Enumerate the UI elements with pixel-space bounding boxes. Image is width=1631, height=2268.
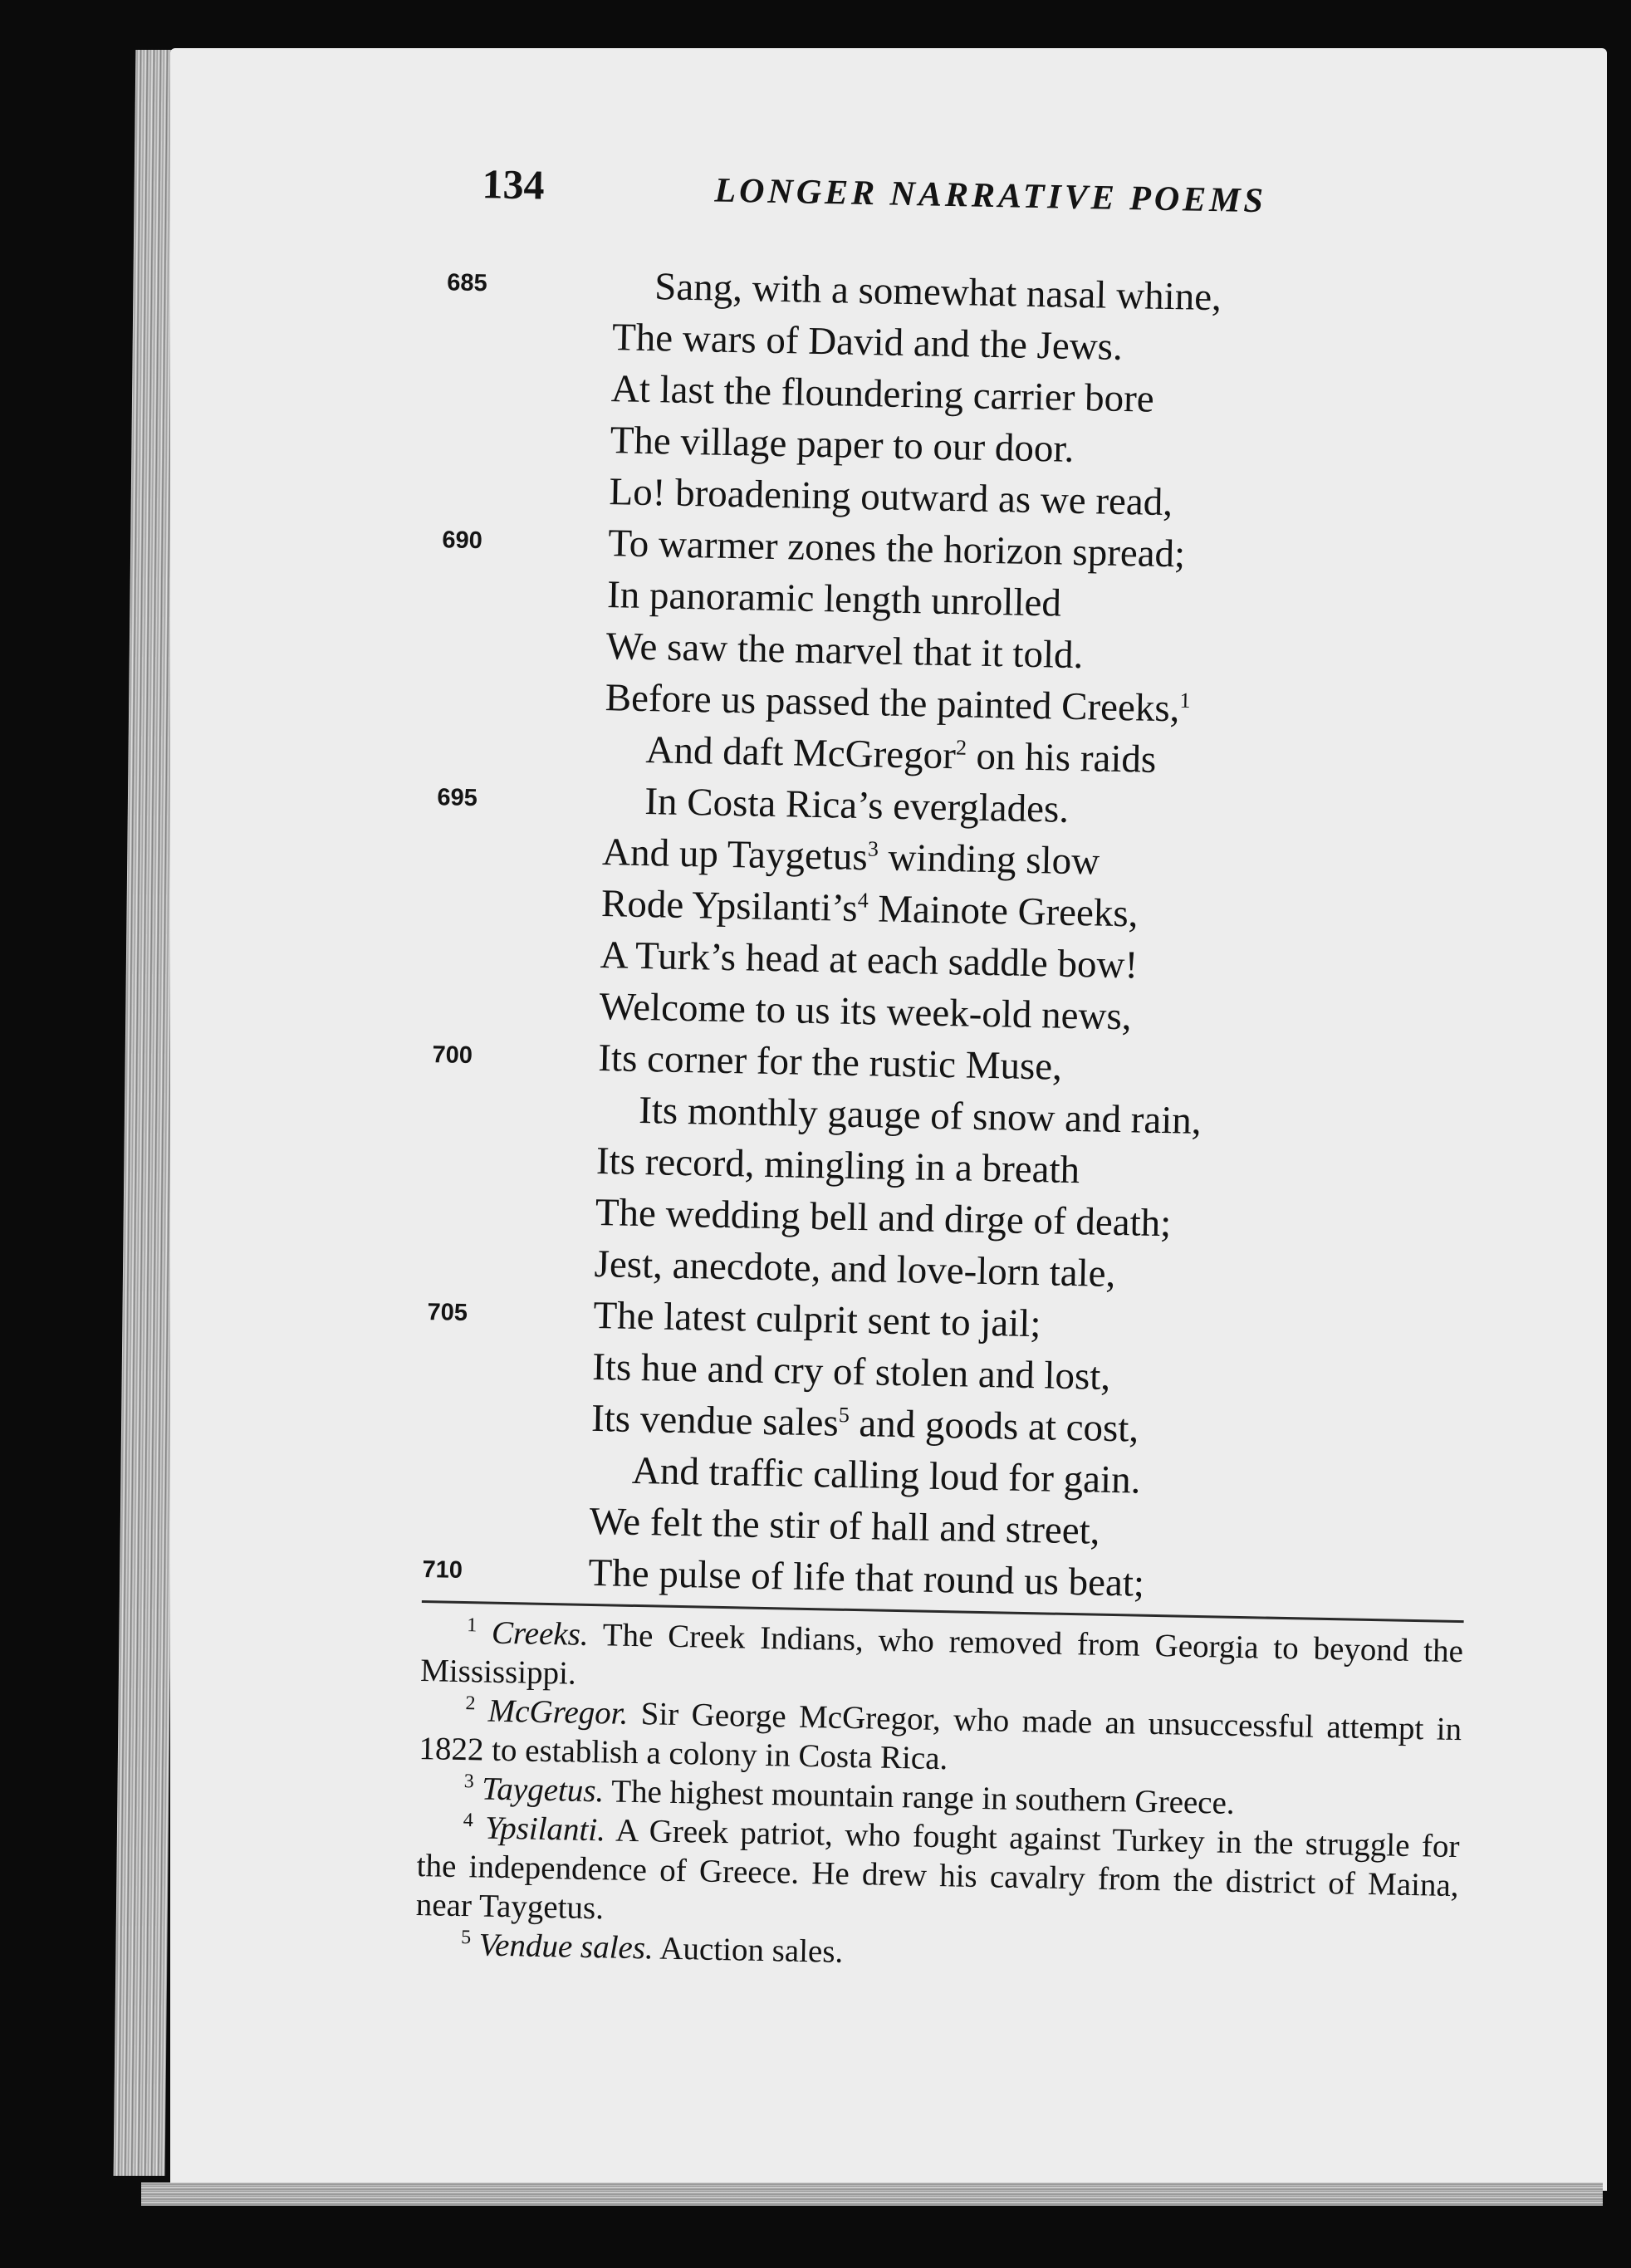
line-text [612,311,1124,373]
line-text-main: Before us passed the painted Creeks, [605,676,1180,731]
line-text-main: In panoramic length unrolled [606,573,1062,625]
footnote-term: Vendue sales. [478,1927,654,1967]
footnote-text: The highest mountain range in southern Greece. [603,1773,1236,1821]
line-text-continuation: on his raids [966,734,1157,781]
footnote-term: Creeks. [491,1614,590,1653]
footnote [415,1807,1459,1944]
line-text-main: Jest, anecdote, and love-lorn tale, [594,1242,1116,1296]
running-head: LONGER NARRATIVE POEMS [714,171,1267,221]
line-text [589,1496,1100,1557]
footnote-term: McGregor. [487,1692,629,1732]
footnote-reference: 2 [955,735,967,760]
line-text [593,1290,1041,1350]
footnote-term: Ypsilanti. [484,1810,606,1849]
line-text-main: And daft McGregor [645,728,957,778]
line-text-continuation: and goods at cost, [849,1401,1139,1451]
line-text-main: And traffic calling loud for gain. [631,1448,1141,1502]
footnote-text: The Creek Indians, who removed from Georgia to beyond the Mississippi. [419,1616,1464,1692]
footnote-reference: 3 [867,836,879,861]
footnote-term: Taygetus. [481,1771,605,1810]
line-text-main: Its monthly gauge of snow and rain, [638,1088,1202,1143]
line-text [644,776,1070,835]
line-text-main: We saw the marvel that it told. [605,625,1084,678]
line-text [631,1445,1141,1506]
line-text-main: And up Taygetus [601,830,869,879]
line-text-main: Rode Ypsilanti’s [600,882,859,930]
line-text [645,724,1157,786]
line-text-continuation: Mainote Greeks, [868,887,1139,936]
line-text-main: Sang, with a somewhat nasal whine, [654,265,1222,320]
line-text-main: The wars of David and the Jews. [611,316,1124,369]
line-text-main: The village paper to our door. [610,419,1075,471]
line-number: 700 [432,1041,473,1070]
line-text-main: To warmer zones the horizon spread; [607,522,1186,576]
footnote-text: A Greek patriot, who fought against Turkey in the struggle for the independence of Greece. He drew his cavalry from the district of Maina, near Taygetus. [415,1812,1460,1927]
page-header [482,159,1330,226]
line-text [607,569,1062,629]
line-number: 685 [447,269,488,297]
line-number: 690 [442,527,483,555]
line-text-main: The latest culprit sent to jail; [593,1293,1041,1346]
line-text-main: Its vendue sales [590,1396,840,1445]
line-text-main: Its record, mingling in a breath [595,1139,1080,1193]
line-number: 705 [427,1299,468,1327]
line-number: 695 [437,784,478,812]
poem-text [422,257,1361,1613]
line-text [595,1135,1080,1196]
line-text-main: The pulse of life that round us beat; [588,1550,1145,1605]
line-text-continuation: winding slow [878,835,1100,884]
footnote-mark: 2 [465,1692,476,1715]
line-text-main: Welcome to us its week-old news, [599,985,1133,1039]
line-text-main: Its corner for the rustic Muse, [597,1036,1063,1089]
line-text-main: A Turk’s head at each saddle bow! [600,933,1139,987]
footnote-reference: 4 [857,888,869,913]
line-text-main: In Costa Rica’s everglades. [644,780,1070,831]
footnotes [414,1612,1463,1983]
footnote-mark: 5 [460,1927,472,1949]
line-text-main: The wedding bell and dirge of death; [595,1190,1172,1246]
footnote-text: Auction sales. [653,1930,844,1970]
line-text-main: Its hue and cry of stolen and lost, [591,1345,1111,1399]
page-number: 134 [482,160,546,208]
footnote-mark: 4 [463,1810,474,1832]
line-text-main: We felt the stir of hall and street, [589,1499,1100,1553]
line-number: 710 [422,1556,463,1584]
line-text-main: At last the floundering carrier bore [610,367,1155,421]
footnote-mark: 1 [467,1614,478,1637]
line-text [605,620,1084,681]
footnote-reference: 1 [1179,688,1191,713]
line-text [602,826,1100,887]
line-text [610,414,1075,475]
footnote-mark: 3 [463,1771,474,1793]
line-text-main: Lo! broadening outward as we read, [609,470,1173,525]
line-text [588,1547,1145,1609]
line-text [598,1032,1063,1093]
footnote-reference: 5 [838,1402,850,1428]
footnote-text: Sir George McGregor, who made an unsuccessful attempt in 1822 to establish a colony in Costa Rica. [419,1695,1462,1777]
